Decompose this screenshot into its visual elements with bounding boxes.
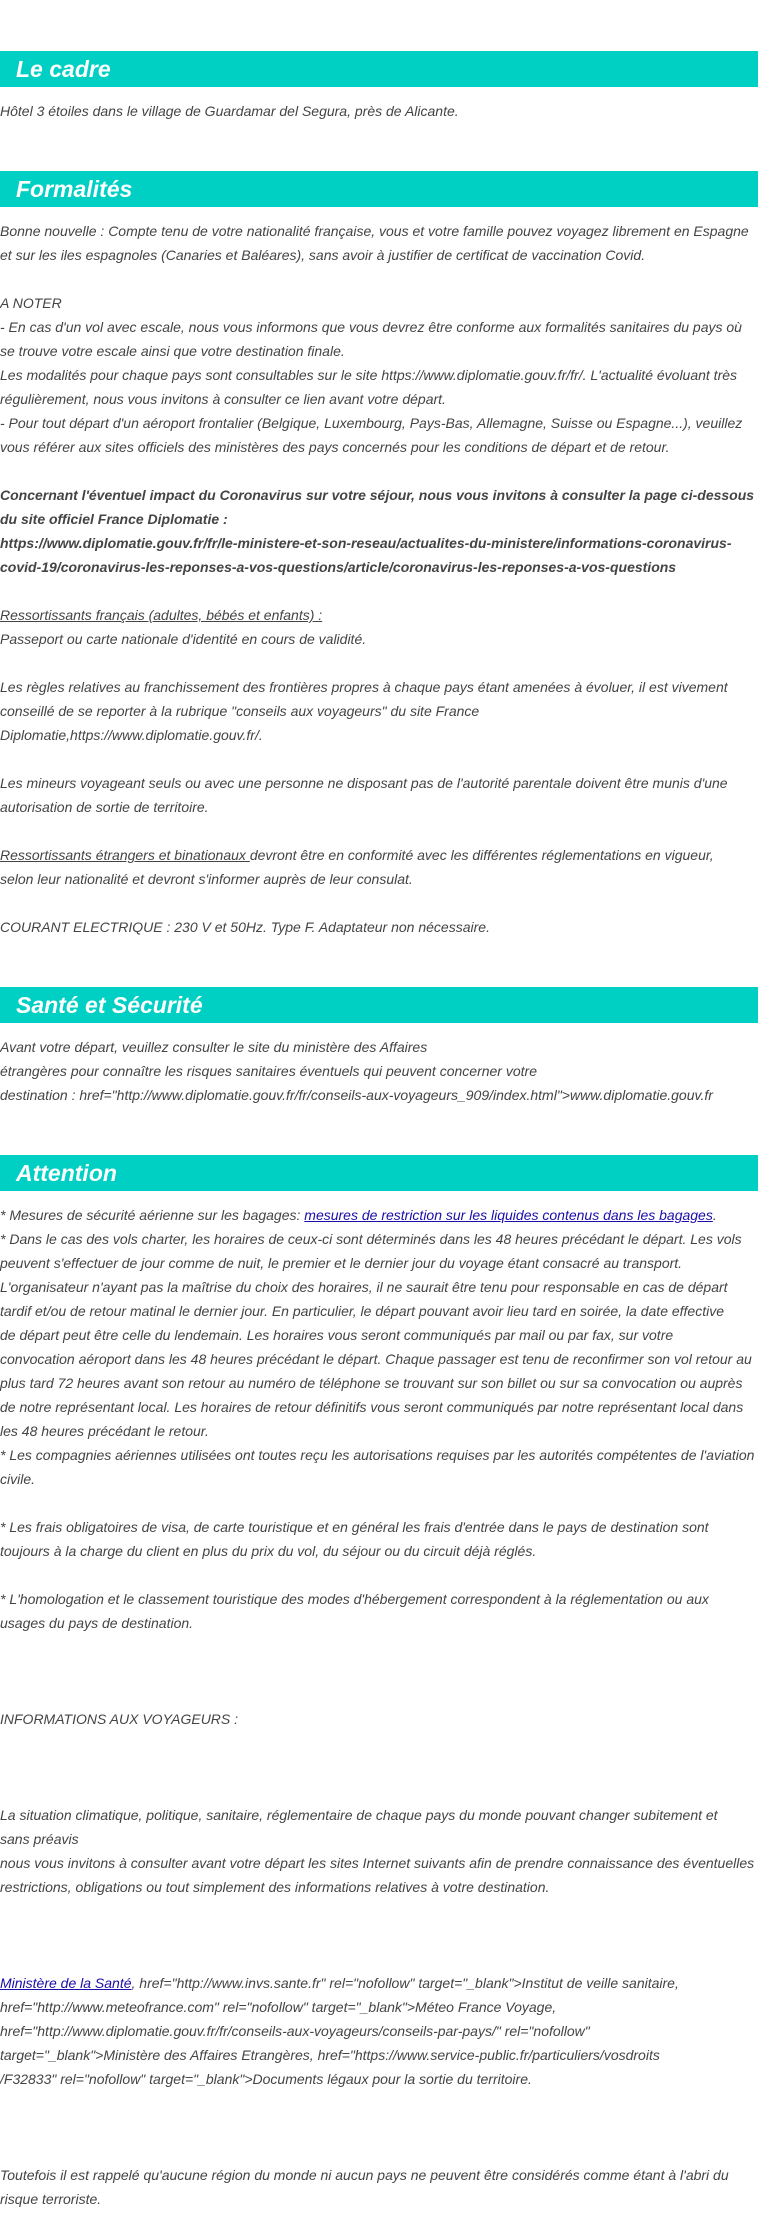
charter-line: plus tard 72 heures avant son retour au numéro de téléphone se trouvant sur son billet ou sur sa convocation ou auprès [0, 1375, 743, 1391]
regles-line: Les règles relatives au franchissement des frontières propres à chaque pays étant amenées à évoluer, il est vivement [0, 679, 728, 695]
ressortissants-francais-title: Ressortissants français (adultes, bébés et enfants) : [0, 607, 323, 623]
spacer [0, 1107, 758, 1155]
a-noter-line: vous référer aux sites officiels des ministères des pays concernés pour les conditions de départ et de retour. [0, 439, 670, 455]
bagages-line [0, 1203, 758, 1227]
spacer [0, 123, 758, 171]
charter-line: tardif et/ou de retour matinal le dernier jour. En particulier, le départ pouvant avoir lieu tard en soirée, la date effective [0, 1303, 725, 1319]
charter-line: * Dans le cas des vols charter, les horaires de ceux-ci sont déterminés dans les 48 heures précédant le départ. Les vols [0, 1231, 742, 1247]
links-line: href="http://www.diplomatie.gouv.fr/fr/conseils-aux-voyageurs/conseils-par-pays/" rel="nofollow" [0, 2023, 590, 2039]
spacer [0, 891, 758, 915]
charter-line: convocation aéroport dans les 48 heures précédant le départ. Chaque passager est tenu de reconfirmer son vol retour au [0, 1351, 752, 1367]
sante-line: Avant votre départ, veuillez consulter le site du ministère des Affaires [0, 1039, 428, 1055]
formalites-intro-line: Bonne nouvelle : Compte tenu de votre nationalité française, vous et votre famille pouvez voyagez librement en Espagne [0, 223, 749, 239]
spacer [0, 2091, 758, 2163]
spacer [0, 1563, 758, 1587]
spacer [0, 939, 758, 987]
etrangers-line [0, 843, 758, 867]
charter-line: de notre représentant local. Les horaires de retour définitifs vous seront communiqués par notre représentant local dans [0, 1399, 744, 1415]
regles-line: Diplomatie,https://www.diplomatie.gouv.fr/. [0, 727, 263, 743]
covid-url-line: covid-19/coronavirus-les-reponses-a-vos-questions/article/coronavirus-les-reponses-a-vos-questions [0, 559, 677, 575]
top-spacer [0, 0, 758, 51]
covid-notice-line: Concernant l'éventuel impact du Coronavirus sur votre séjour, nous vous invitons à consulter la page ci-dessous [0, 487, 755, 503]
mineurs-line: autorisation de sortie de territoire. [0, 799, 209, 815]
regles-line: conseillé de se reporter à la rubrique "conseils aux voyageurs" du site France [0, 703, 480, 719]
covid-url-line: https://www.diplomatie.gouv.fr/fr/le-ministere-et-son-reseau/actualites-du-ministere/informations-coronavirus- [0, 535, 732, 551]
homologation-line: * L'homologation et le classement touristique des modes d'hébergement correspondent à la réglementation ou aux [0, 1591, 709, 1607]
terrorisme-line: risque terroriste. [0, 2191, 102, 2207]
etrangers-title: Ressortissants étrangers et binationaux [0, 847, 250, 863]
a-noter-title: A NOTER [0, 295, 62, 311]
a-noter-line: Les modalités pour chaque pays sont consultables sur le site https://www.diplomatie.gouv.fr/fr/. L'actualité évoluant très [0, 367, 738, 383]
ministere-sante-link[interactable]: Ministère de la Santé [0, 1975, 132, 1991]
covid-notice-line: du site officiel France Diplomatie : [0, 511, 228, 527]
sante-line: destination : href="http://www.diplomatie.gouv.fr/fr/conseils-aux-voyageurs_909/index.html">www.diplomatie.gouv.fr [0, 1087, 713, 1103]
compagnies-line: civile. [0, 1471, 36, 1487]
terrorisme-line: Toutefois il est rappelé qu'aucune région du monde ni aucun pays ne peuvent être considérés comme étant à l'abri du [0, 2167, 729, 2183]
formalites-content [0, 219, 758, 939]
ressortissants-francais-text: Passeport ou carte nationale d'identité en cours de validité. [0, 631, 367, 647]
spacer [0, 819, 758, 843]
a-noter-line: régulièrement, nous vous invitons à consulter ce lien avant votre départ. [0, 391, 446, 407]
section-header-formalites: Formalités [0, 171, 758, 207]
links-line [0, 1971, 758, 1995]
spacer [0, 651, 758, 675]
spacer [0, 267, 758, 291]
section-header-sante: Santé et Sécurité [0, 987, 758, 1023]
liquides-restriction-link[interactable]: mesures de restriction sur les liquides contenus dans les bagages [304, 1207, 713, 1223]
attention-content [0, 1203, 758, 2211]
compagnies-line: * Les compagnies aériennes utilisées ont toutes reçu les autorisations requises par les autorités compétentes de l'aviation [0, 1447, 755, 1463]
courant-electrique: COURANT ELECTRIQUE : 230 V et 50Hz. Type F. Adaptateur non nécessaire. [0, 919, 490, 935]
links-line: href="http://www.meteofrance.com" rel="nofollow" target="_blank">Méteo France Voyage, [0, 1999, 557, 2015]
situation-line: sans préavis [0, 1831, 79, 1847]
mineurs-line: Les mineurs voyageant seuls ou avec une personne ne disposant pas de l'autorité parentale doivent être munis d'une [0, 775, 728, 791]
sante-line: étrangères pour connaître les risques sanitaires éventuels qui peuvent concerner votre [0, 1063, 537, 1079]
section-header-cadre: Le cadre [0, 51, 758, 87]
spacer [0, 1491, 758, 1515]
spacer [0, 1899, 758, 1971]
etrangers-line: selon leur nationalité et devront s'informer auprès de leur consulat. [0, 871, 413, 887]
a-noter-line: - En cas d'un vol avec escale, nous vous informons que vous devrez être conforme aux formalités sanitaires du pays où [0, 319, 742, 335]
charter-line: L'organisateur n'ayant pas la maîtrise du choix des horaires, il ne saurait être tenu pour responsable en cas de départ [0, 1279, 728, 1295]
charter-line: peuvent s'effectuer de jour comme de nuit, le premier et le dernier jour du voyage étant consacré au transport. [0, 1255, 683, 1271]
section-header-attention: Attention [0, 1155, 758, 1191]
charter-line: les 48 heures précédant le retour. [0, 1423, 209, 1439]
cadre-content [0, 99, 758, 123]
frais-line: toujours à la charge du client en plus du prix du vol, du séjour ou du circuit déjà réglés. [0, 1543, 537, 1559]
frais-line: * Les frais obligatoires de visa, de carte touristique et en général les frais d'entrée dans le pays de destination sont [0, 1519, 709, 1535]
spacer [0, 747, 758, 771]
charter-line: de départ peut être celle du lendemain. Les horaires vous seront communiqués par mail ou par fax, sur votre [0, 1327, 674, 1343]
situation-line: La situation climatique, politique, sanitaire, réglementaire de chaque pays du monde pouvant changer subitement et [0, 1807, 718, 1823]
etrangers-text: devront être en conformité avec les différentes réglementations en vigueur, [249, 847, 714, 863]
links-line: /F32833" rel="nofollow" target="_blank">Documents légaux pour la sortie du territoire. [0, 2071, 532, 2087]
bagages-suffix: . [712, 1207, 717, 1223]
bagages-text: * Mesures de sécurité aérienne sur les bagages: [0, 1207, 305, 1223]
spacer [0, 459, 758, 483]
situation-line: restrictions, obligations ou tout simplement des informations relatives à votre destination. [0, 1879, 550, 1895]
informations-voyageurs-title: INFORMATIONS AUX VOYAGEURS : [0, 1711, 239, 1727]
links-line: target="_blank">Ministère des Affaires Etrangères, href="https://www.service-public.fr/particuliers/vosdroits [0, 2047, 660, 2063]
links-text: , href="http://www.invs.sante.fr" rel="nofollow" target="_blank">Institut de veille sanitaire, [131, 1975, 679, 1991]
a-noter-line: - Pour tout départ d'un aéroport frontalier (Belgique, Luxembourg, Pays-Bas, Allemagne, Suisse ou Espagne...), veuillez [0, 415, 743, 431]
a-noter-line: se trouve votre escale ainsi que votre destination finale. [0, 343, 345, 359]
situation-line: nous vous invitons à consulter avant votre départ les sites Internet suivants afin de prendre connaissance des éventuelles [0, 1855, 755, 1871]
spacer [0, 1731, 758, 1803]
spacer [0, 579, 758, 603]
sante-content [0, 1035, 758, 1107]
formalites-intro-line: et sur les iles espagnoles (Canaries et Baléares), sans avoir à justifier de certificat de vaccination Covid. [0, 247, 646, 263]
spacer [0, 1635, 758, 1707]
cadre-text: Hôtel 3 étoiles dans le village de Guardamar del Segura, près de Alicante. [0, 103, 459, 119]
homologation-line: usages du pays de destination. [0, 1615, 194, 1631]
